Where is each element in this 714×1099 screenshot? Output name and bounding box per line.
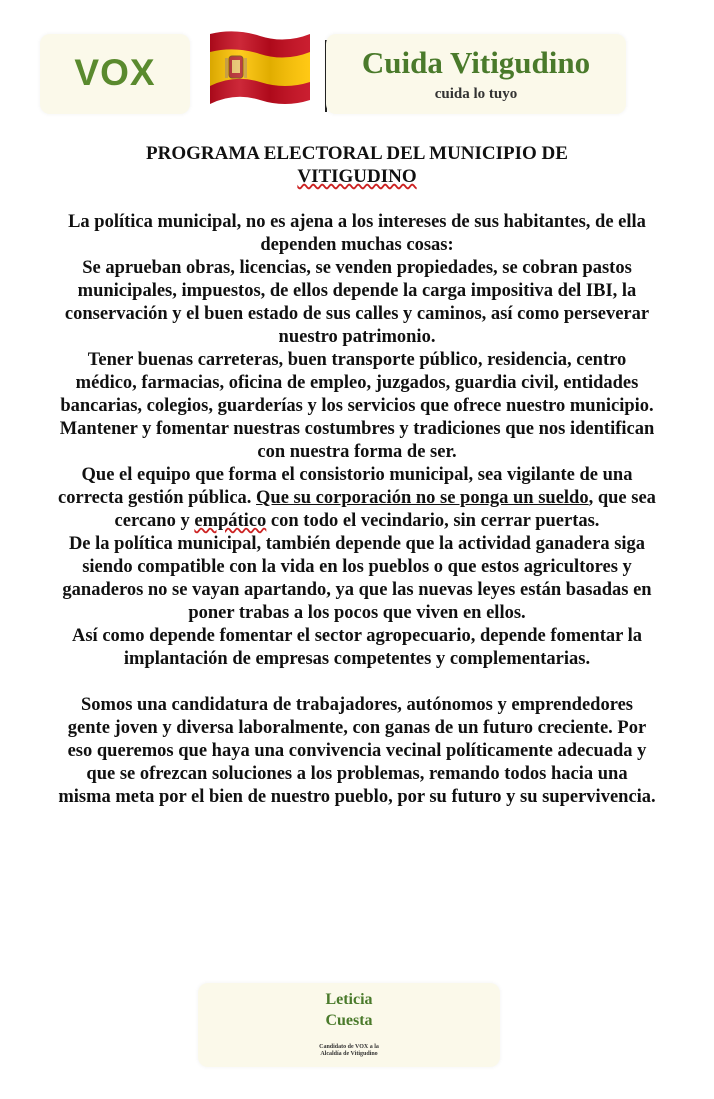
paragraph xyxy=(58,464,656,533)
candidate-first-name: Leticia xyxy=(325,991,373,1008)
spain-flag-icon xyxy=(205,28,315,110)
candidate-role xyxy=(198,1044,500,1058)
vox-logo: VOX xyxy=(74,52,156,93)
document-title xyxy=(60,142,654,188)
brand-title: Cuida Vitigudino xyxy=(361,45,591,80)
underlined-phrase: Que su corporación no se ponga un sueldo xyxy=(256,488,589,508)
paragraph: Así como depende fomentar el sector agropecuario, depende fomentar la implantación de empresas competentes y complementarias. xyxy=(72,626,642,669)
paragraph: Tener buenas carreteras, buen transporte público, residencia, centro médico, farmacias, oficina de empleo, juzgados, guardia civil, entidades bancarias, colegios, guarderías y los servicios que ofrece nuestro municipio. xyxy=(60,350,654,416)
paragraph-text: Que el equipo que forma el consistorio municipal, sea vigilante de una correcta gestión pública. xyxy=(58,465,633,508)
paragraph-text: , que sea cercano y xyxy=(114,488,656,531)
candidate-last-name: Cuesta xyxy=(325,1012,373,1029)
candidate-name xyxy=(198,989,500,1031)
paragraph: Somos una candidatura de trabajadores, autónomos y emprendedores gente joven y diversa laboralmente, con ganas de un futuro creciente. Por eso queremos que haya una convivencia vecinal políticamente adecuada y que se ofrezcan soluciones a los problemas, remando todos hacia una misma meta por el bien de nuestro pueblo, por su futuro y su supervivencia. xyxy=(58,695,656,807)
candidate-role-line1: Candidato de VOX a la xyxy=(319,1044,379,1050)
document-body xyxy=(58,211,656,809)
brand-subtitle: cuida lo tuyo xyxy=(434,86,518,102)
signature-card xyxy=(198,983,500,1067)
paragraph: De la política municipal, también depende que la actividad ganadera siga siendo compatible con la vida en los pueblos o que estos agricultores y ganaderos no se vayan apartando, ya que las nuevas leyes están basadas en poner trabas a los pocos que viven en ellos. xyxy=(62,534,652,623)
document-title-line2: VITIGUDINO xyxy=(297,166,417,187)
spellcheck-word: empático xyxy=(194,511,267,531)
paragraph: La política municipal, no es ajena a los intereses de sus habitantes, de ella dependen muchas cosas: xyxy=(68,212,646,255)
candidate-role-line2: Alcaldía de Vitigudino xyxy=(320,1051,378,1057)
paragraph: Mantener y fomentar nuestras costumbres y tradiciones que nos identifican con nuestra forma de ser. xyxy=(59,419,655,462)
paragraph: Se aprueban obras, licencias, se venden propiedades, se cobran pastos municipales, impuestos, de ellos depende la carga impositiva del IBI, la conservación y el buen estado de sus calles y caminos, así como perseverar nuestro patrimonio. xyxy=(64,258,650,347)
paragraph-text: con todo el vecindario, sin cerrar puertas. xyxy=(266,511,600,531)
vox-logo-card xyxy=(40,34,190,114)
brand-card xyxy=(326,34,626,114)
document-title-line1: PROGRAMA ELECTORAL DEL MUNICIPIO DE xyxy=(146,143,568,164)
